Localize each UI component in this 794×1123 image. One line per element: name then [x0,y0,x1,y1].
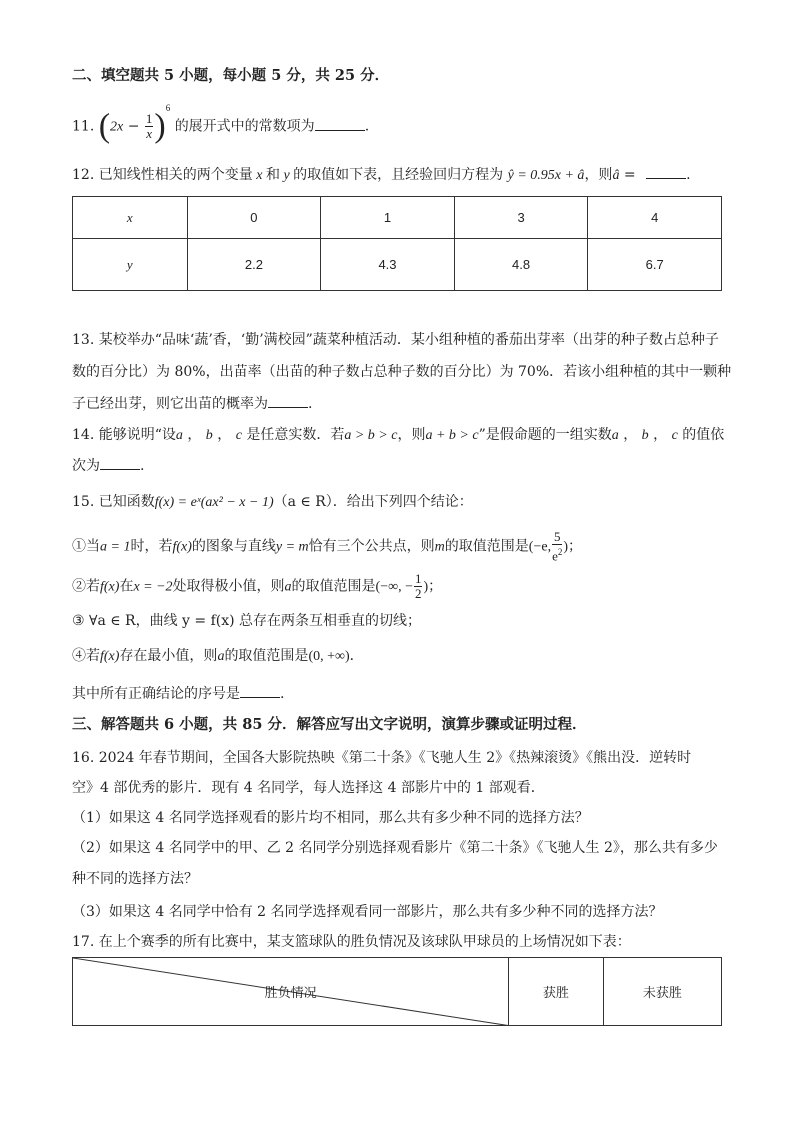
question-16-part-3: （3）如果这 4 名同学中恰有 2 名同学选择观看同一部影片，那么共有多少种不同的选择方法？ [72,904,663,920]
q15-conclusion-1: ①当a = 1时，若f(x)的图象与直线y = m恰有三个公共点，则m的取值范围是(−e, $\frac{5}{e^2}$ )； [72,529,583,564]
basketball-table: 胜负情况 获胜 未获胜 [72,957,722,1026]
data-table-x-y [72,196,722,291]
table-row-x: x 0 1 3 4 [73,197,722,239]
question-13-line-2: 数的百分比）为 80%，出苗率（出苗的种子数占总种子数的百分比）为 70%．若该小组种植的其中一颗种 [72,364,732,380]
section-3-heading: 三、解答题共 6 小题，共 85 分．解答应写出文字说明，演算步骤或证明过程． [72,716,587,733]
question-14-line-2: 次为 . [72,455,144,476]
table2-header-cell: 胜负情况 [73,958,509,1026]
question-16-line-1: 16. 2024 年春节期间，全国各大影院热映《第二十条》《飞驰人生 2》《热辣滚烫》《熊出没．逆转时 [72,750,692,766]
q15-answer-blank[interactable] [240,683,280,698]
c2-fraction: $\frac{1}{2}$ [414,571,422,601]
c1-fraction: $\frac{5}{e^2}$ [552,529,563,564]
q12-answer-blank[interactable] [646,164,686,179]
regression-equation: ŷ = 0.95x + â [507,168,585,183]
q14-answer-blank[interactable] [100,455,140,470]
q15-conclusion-3: ③ ∀a ∈ R，曲线 y = f(x) 总存在两条互相垂直的切线； [72,613,422,629]
question-13-line-1: 13. 某校举办“品味‘蔬’香，‘勤’满校园”蔬菜种植活动．某小组种植的番茄出芽率（出芽的种子数占总种子 [72,332,719,348]
q15-conclusion-2: ②若f(x)在x = −2处取得极小值，则a的取值范围是(−∞, − $\frac{1}{2}$ )； [72,571,443,601]
question-16-part-2a: （2）如果这 4 名同学中的甲、乙 2 名同学分别选择观看影片《第二十条》《飞驰人生 2》，那么共有多少 [72,840,718,856]
question-13-line-3: 子已经出芽，则它出苗的概率为 . [72,393,312,414]
q13-answer-blank[interactable] [268,393,308,408]
q11-right-paren: ) [154,107,166,145]
q11-left-paren: ( [98,107,111,145]
question-12: 12. 已知线性相关的两个变量 x 和 y 的取值如下表，且经验回归方程为 ŷ = 0.95x + â，则â = . [72,164,691,186]
question-14-line-1: 14. 能够说明“设a ， b ， c 是任意实数．若a > b > c，则a + b > c”是假命题的一组实数a ， b ， c 的值依 [72,427,725,443]
question-15-intro: 15. 已知函数f(x) = eˣ(ax² − x − 1)（a ∈ R）．给出下列四个结论： [72,494,473,510]
q11-fraction: $\frac{1}{x}$ [145,111,153,142]
section-2-heading: 二、填空题共 5 小题，每小题 5 分，共 25 分． [72,67,390,84]
q11-answer-blank[interactable] [315,116,365,131]
q11-text: 的展开式中的常数项为 [174,118,315,135]
question-11: 11. (2x − $\frac{1}{x}$ )$^6$ 的展开式中的常数项为 . [72,103,370,145]
question-16-part-2b: 种不同的选择方法？ [72,871,198,887]
q15-answer-line: 其中所有正确结论的序号是 . [72,683,284,704]
question-16-part-1: （1）如果这 4 名同学选择观看的影片均不相同，那么共有多少种不同的选择方法？ [72,810,589,826]
question-17-line-1: 17. 在上个赛季的所有比赛中，某支篮球队的胜负情况及该球队甲球员的上场情况如下表： [72,934,631,950]
table-row-y: y 2.2 4.3 4.8 6.7 [73,239,722,291]
question-16-line-2: 空》4 部优秀的影片．现有 4 名同学，每人选择这 4 部影片中的 1 部观看． [72,780,545,796]
q11-number: 11. [72,118,95,135]
q15-conclusion-4: ④若f(x)存在最小值，则a的取值范围是(0, +∞)． [72,648,364,664]
